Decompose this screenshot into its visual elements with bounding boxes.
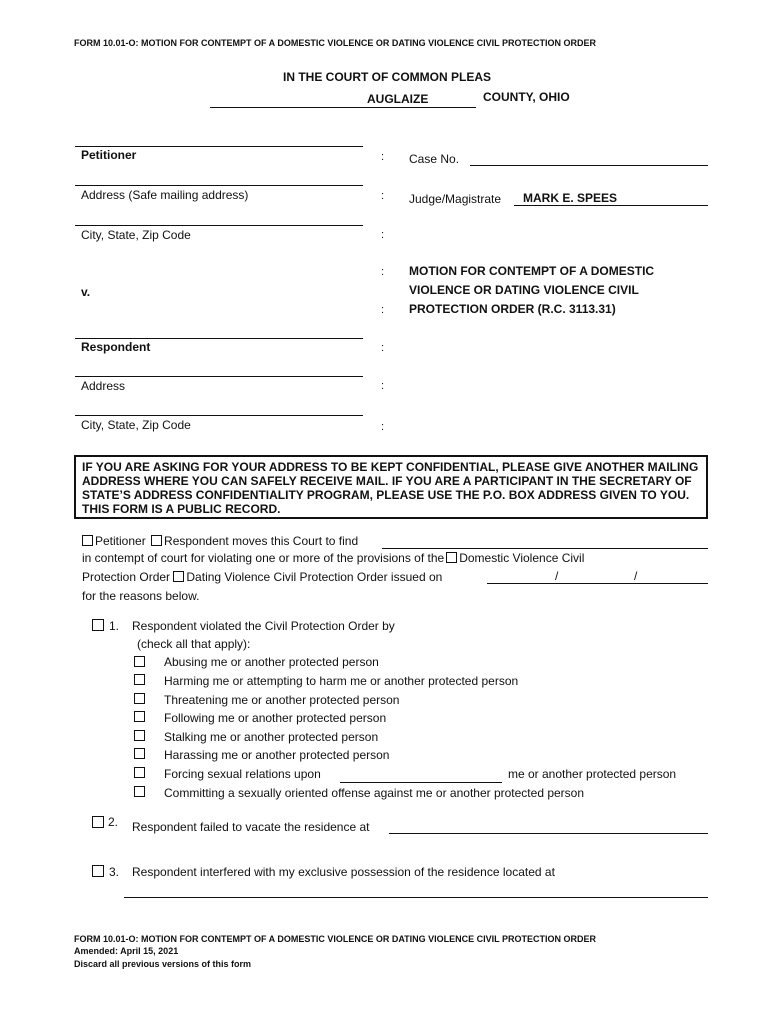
colon: : [381, 229, 385, 241]
colon: : [381, 266, 385, 278]
option-checkbox[interactable] [134, 693, 145, 704]
versus-label: v. [81, 285, 91, 299]
petitioner-name-line[interactable] [75, 146, 363, 147]
option-checkbox[interactable] [134, 674, 145, 685]
option-checkbox[interactable] [134, 767, 145, 778]
option-label: Threatening me or another protected person [164, 693, 400, 707]
county-value[interactable]: AUGLAIZE [367, 92, 429, 106]
dating-order-checkbox[interactable] [173, 571, 184, 582]
option-label: Stalking me or another protected person [164, 730, 379, 744]
county-label: COUNTY, OHIO [483, 90, 570, 104]
petitioner-label: Petitioner [81, 148, 137, 162]
intro-line-3-text: Protection Order [82, 570, 171, 584]
footer-form-title: FORM 10.01-O: MOTION FOR CONTEMPT OF A DOMESTIC VIOLENCE OR DATING VIOLENCE CIVIL PROTECTION ORDER [74, 934, 597, 944]
colon: : [381, 151, 385, 163]
petitioner-checkbox[interactable] [82, 535, 93, 546]
colon: : [381, 304, 385, 316]
motion-title-line-3: PROTECTION ORDER (R.C. 3113.31) [409, 302, 616, 316]
date-separator: / [555, 569, 559, 583]
intro-line-2-text: in contempt of court for violating one or more of the provisions of the [82, 551, 445, 565]
petitioner-address-label: Address (Safe mailing address) [81, 188, 249, 202]
petitioner-city-line[interactable] [75, 225, 363, 226]
option-label: Forcing sexual relations upon [164, 767, 321, 781]
item-1-number: 1. [109, 619, 120, 633]
option-checkbox[interactable] [134, 730, 145, 741]
option-label: Abusing me or another protected person [164, 655, 379, 669]
option-label: Following me or another protected person [164, 711, 387, 725]
respondent-name-line[interactable] [75, 338, 363, 339]
option-checkbox[interactable] [134, 748, 145, 759]
footer-discard: Discard all previous versions of this form [74, 959, 252, 969]
item-2-text: Respondent failed to vacate the residence at [132, 820, 370, 834]
option-checkbox[interactable] [134, 711, 145, 722]
option-checkbox[interactable] [134, 656, 145, 667]
option-label: Harming me or attempting to harm me or another protected person [164, 674, 519, 688]
footer-amended: Amended: April 15, 2021 [74, 946, 179, 956]
petitioner-address-line[interactable] [75, 185, 363, 186]
colon: : [381, 342, 385, 354]
case-no-field[interactable] [470, 165, 708, 166]
dv-order-checkbox[interactable] [446, 552, 457, 563]
colon: : [381, 380, 385, 392]
intro-line-1 [82, 534, 358, 548]
dating-order-label: Dating Violence Civil Protection Order issued on [186, 570, 443, 584]
respondent-city-line[interactable] [75, 415, 363, 416]
item-1-subtext: (check all that apply): [137, 637, 251, 651]
respondent-city-label: City, State, Zip Code [81, 418, 191, 432]
motion-title-line-1: MOTION FOR CONTEMPT OF A DOMESTIC [409, 264, 655, 278]
respondent-label: Respondent [81, 340, 151, 354]
intro-line-2 [82, 551, 584, 565]
option-label-suffix: me or another protected person [508, 767, 677, 781]
item-1-text: Respondent violated the Civil Protection Order by [132, 619, 395, 633]
item-3-checkbox[interactable] [92, 865, 104, 877]
colon: : [381, 421, 385, 433]
option-label: Harassing me or another protected person [164, 748, 390, 762]
respondent-option-label: Respondent moves this Court to find [164, 534, 359, 548]
option-checkbox[interactable] [134, 786, 145, 797]
vacate-residence-field[interactable] [389, 833, 708, 834]
form-header-title: FORM 10.01-O: MOTION FOR CONTEMPT OF A DOMESTIC VIOLENCE OR DATING VIOLENCE CIVIL PROTECTION ORDER [74, 38, 597, 48]
motion-title-line-2: VIOLENCE OR DATING VIOLENCE CIVIL [409, 283, 639, 297]
forcing-upon-field[interactable] [340, 782, 502, 783]
option-label: Committing a sexually oriented offense against me or another protected person [164, 786, 585, 800]
order-date-field[interactable] [487, 583, 708, 584]
respondent-checkbox[interactable] [151, 535, 162, 546]
intro-line-3 [82, 570, 442, 584]
contempt-party-field[interactable] [382, 548, 708, 549]
item-3-text: Respondent interfered with my exclusive possession of the residence located at [132, 865, 555, 879]
petitioner-city-label: City, State, Zip Code [81, 228, 191, 242]
petitioner-option-label: Petitioner [95, 534, 146, 548]
item-3-number: 3. [109, 865, 120, 879]
respondent-address-line[interactable] [75, 376, 363, 377]
item-1-checkbox[interactable] [92, 619, 104, 631]
item-2-number: 2. [108, 815, 119, 829]
judge-value[interactable]: MARK E. SPEES [523, 191, 618, 205]
confidentiality-warning: IF YOU ARE ASKING FOR YOUR ADDRESS TO BE KEPT CONFIDENTIAL, PLEASE GIVE ANOTHER MAILING ADDRESS WHERE YOU CAN SAFELY RECEIVE MAIL. IF YOU ARE A PARTICIPANT IN THE SECRETARY OF STATE’S ADDRESS CONFIDENTIALITY PROGRAM, PLEASE USE THE P.O. BOX ADDRESS GIVEN TO YOU. THIS FORM IS A PUBLIC RECORD. [74, 455, 708, 519]
respondent-address-label: Address [81, 379, 126, 393]
case-no-label: Case No. [409, 152, 460, 166]
judge-label: Judge/Magistrate [409, 192, 502, 206]
county-line [210, 107, 476, 108]
date-separator: / [634, 569, 638, 583]
residence-location-field[interactable] [124, 897, 708, 898]
colon: : [381, 190, 385, 202]
item-2-checkbox[interactable] [92, 816, 104, 828]
intro-line-4: for the reasons below. [82, 589, 200, 603]
dv-order-label: Domestic Violence Civil [459, 551, 585, 565]
judge-field-line[interactable] [514, 205, 708, 206]
court-name: IN THE COURT OF COMMON PLEAS [283, 70, 491, 84]
